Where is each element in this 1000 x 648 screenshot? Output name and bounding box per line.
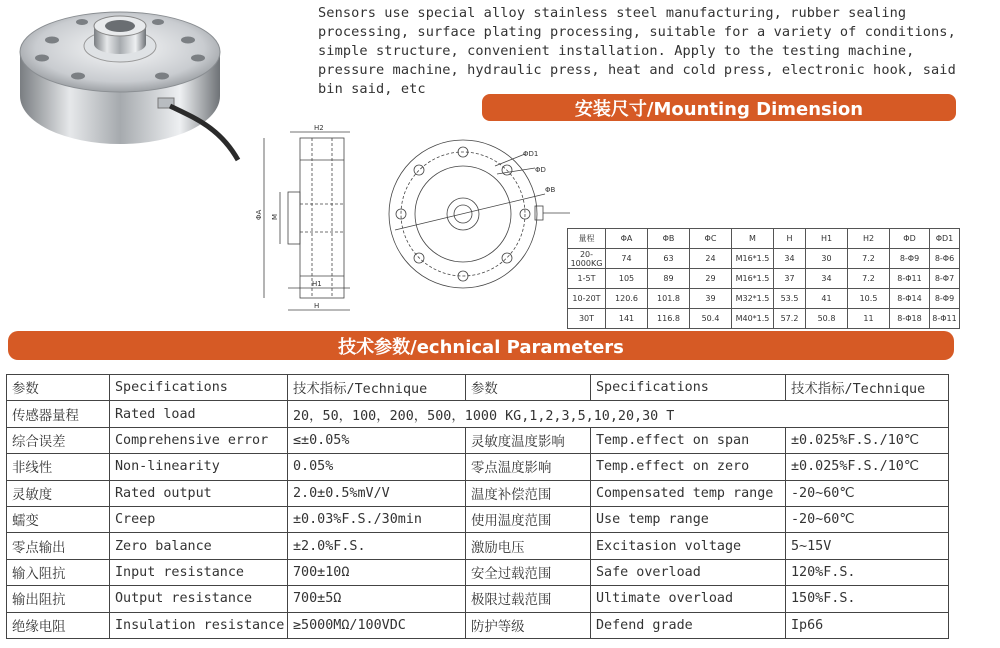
dim-header-cell: H2 bbox=[848, 229, 890, 249]
param-cell: Temp.effect on span bbox=[591, 427, 786, 453]
dim-cell: 8-Φ11 bbox=[930, 309, 960, 329]
param-cell: 零点输出 bbox=[7, 533, 110, 559]
dim-cell: 11 bbox=[848, 309, 890, 329]
param-cell: -20~60℃ bbox=[786, 506, 949, 532]
param-cell: Compensated temp range bbox=[591, 480, 786, 506]
param-cell: Comprehensive error bbox=[110, 427, 288, 453]
dim-header-cell: ΦD bbox=[890, 229, 930, 249]
dim-cell: 8-Φ14 bbox=[890, 289, 930, 309]
param-cell: 灵敏度 bbox=[7, 480, 110, 506]
dim-cell: 10-20T bbox=[568, 289, 606, 309]
dim-row bbox=[568, 309, 960, 329]
dim-header-cell: ΦA bbox=[606, 229, 648, 249]
param-cell: ±2.0%F.S. bbox=[288, 533, 466, 559]
param-cell: 综合误差 bbox=[7, 427, 110, 453]
param-row bbox=[7, 427, 949, 453]
param-row bbox=[7, 559, 949, 585]
dim-cell: 29 bbox=[690, 269, 732, 289]
dim-header-cell: ΦB bbox=[648, 229, 690, 249]
top-label-phi-d: ΦD bbox=[535, 166, 546, 174]
rated-load-value: 20，50，100，200，500，1000 KG,1,2,3,5,10,20,30 T bbox=[288, 401, 949, 427]
dim-cell: 8-Φ9 bbox=[890, 249, 930, 269]
dim-cell: 105 bbox=[606, 269, 648, 289]
dim-cell: 141 bbox=[606, 309, 648, 329]
dim-cell: 30T bbox=[568, 309, 606, 329]
description-line: Sensors use special alloy stainless steel manufacturing, rubber sealing bbox=[318, 5, 907, 21]
dim-cell: 41 bbox=[806, 289, 848, 309]
param-cell: 非线性 bbox=[7, 454, 110, 480]
dim-header-cell: ΦC bbox=[690, 229, 732, 249]
param-row bbox=[7, 454, 949, 480]
dim-cell: M16*1.5 bbox=[732, 269, 774, 289]
dim-cell: 101.8 bbox=[648, 289, 690, 309]
param-cell: ±0.025%F.S./10℃ bbox=[786, 427, 949, 453]
dim-cell: 39 bbox=[690, 289, 732, 309]
dim-cell: 7.2 bbox=[848, 269, 890, 289]
param-cell: ±0.03%F.S./30min bbox=[288, 506, 466, 532]
param-row bbox=[7, 612, 949, 638]
side-label-h: H bbox=[314, 302, 320, 310]
dim-cell: 53.5 bbox=[774, 289, 806, 309]
product-description bbox=[318, 4, 958, 99]
param-cell: Input resistance bbox=[110, 559, 288, 585]
param-cell: ±0.025%F.S./10℃ bbox=[786, 454, 949, 480]
param-cell: Use temp range bbox=[591, 506, 786, 532]
dim-cell: 34 bbox=[806, 269, 848, 289]
param-cell: Output resistance bbox=[110, 586, 288, 612]
dim-cell: 37 bbox=[774, 269, 806, 289]
dim-header-row bbox=[568, 229, 960, 249]
dim-cell: 120.6 bbox=[606, 289, 648, 309]
load-cell-photo bbox=[0, 0, 245, 165]
param-header-cell: 参数 bbox=[7, 375, 110, 401]
dim-cell: 10.5 bbox=[848, 289, 890, 309]
param-cell: 输入阻抗 bbox=[7, 559, 110, 585]
param-cell: Defend grade bbox=[591, 612, 786, 638]
dim-cell: 8-Φ6 bbox=[930, 249, 960, 269]
param-cell: Rated output bbox=[110, 480, 288, 506]
param-cell: Ultimate overload bbox=[591, 586, 786, 612]
dim-cell: 20-1000KG bbox=[568, 249, 606, 269]
side-label-m: M bbox=[271, 213, 279, 220]
rated-load-row bbox=[7, 401, 949, 427]
mounting-dimension-banner: 安装尺寸/Mounting Dimension bbox=[482, 94, 956, 121]
side-label-h2: H2 bbox=[314, 124, 324, 132]
param-cell: 120%F.S. bbox=[786, 559, 949, 585]
dim-cell: 57.2 bbox=[774, 309, 806, 329]
param-cell: 输出阻抗 bbox=[7, 586, 110, 612]
side-view-drawing bbox=[250, 120, 360, 320]
param-cell: 150%F.S. bbox=[786, 586, 949, 612]
param-row bbox=[7, 480, 949, 506]
param-cell: Temp.effect on zero bbox=[591, 454, 786, 480]
param-cell: 700±5Ω bbox=[288, 586, 466, 612]
param-row bbox=[7, 586, 949, 612]
dim-cell: 8-Φ18 bbox=[890, 309, 930, 329]
dim-cell: 24 bbox=[690, 249, 732, 269]
param-cell: 零点温度影响 bbox=[466, 454, 591, 480]
top-label-phi-b: ΦB bbox=[545, 186, 556, 194]
description-line: simple structure, convenient installation. Apply to the testing machine, bbox=[318, 43, 915, 59]
param-cell: 700±10Ω bbox=[288, 559, 466, 585]
dim-row bbox=[568, 289, 960, 309]
dim-header-cell: H bbox=[774, 229, 806, 249]
dim-cell: 34 bbox=[774, 249, 806, 269]
param-header-cell: 技术指标/Technique bbox=[288, 375, 466, 401]
top-label-phi-d1: ΦD1 bbox=[523, 150, 539, 158]
param-cell: Ip66 bbox=[786, 612, 949, 638]
param-cell: 2.0±0.5%mV/V bbox=[288, 480, 466, 506]
dim-cell: 116.8 bbox=[648, 309, 690, 329]
param-cell: Creep bbox=[110, 506, 288, 532]
dim-cell: M16*1.5 bbox=[732, 249, 774, 269]
param-cell: Excitasion voltage bbox=[591, 533, 786, 559]
param-cell: Safe overload bbox=[591, 559, 786, 585]
param-header-row bbox=[7, 375, 949, 401]
dim-cell: 30 bbox=[806, 249, 848, 269]
description-line: bin said, etc bbox=[318, 81, 426, 97]
param-cell: ≥5000MΩ/100VDC bbox=[288, 612, 466, 638]
param-header-cell: Specifications bbox=[591, 375, 786, 401]
param-cell: 传感器量程 bbox=[7, 401, 110, 427]
param-row bbox=[7, 533, 949, 559]
side-label-h1: H1 bbox=[312, 280, 322, 288]
param-cell: 防护等级 bbox=[466, 612, 591, 638]
dim-header-cell: H1 bbox=[806, 229, 848, 249]
dim-cell: 63 bbox=[648, 249, 690, 269]
dim-row bbox=[568, 249, 960, 269]
dim-cell: 7.2 bbox=[848, 249, 890, 269]
dim-cell: 74 bbox=[606, 249, 648, 269]
param-cell: 极限过载范围 bbox=[466, 586, 591, 612]
technical-parameters-banner: 技术参数/echnical Parameters bbox=[8, 331, 954, 360]
dim-cell: M32*1.5 bbox=[732, 289, 774, 309]
param-cell: Insulation resistance bbox=[110, 612, 288, 638]
dim-cell: 1-5T bbox=[568, 269, 606, 289]
dim-cell: 50.4 bbox=[690, 309, 732, 329]
dim-cell: 89 bbox=[648, 269, 690, 289]
dim-header-cell: 量程 bbox=[568, 229, 606, 249]
dim-cell: 50.8 bbox=[806, 309, 848, 329]
param-cell: 绝缘电阻 bbox=[7, 612, 110, 638]
dim-header-cell: ΦD1 bbox=[930, 229, 960, 249]
dim-header-cell: M bbox=[732, 229, 774, 249]
param-cell: 灵敏度温度影响 bbox=[466, 427, 591, 453]
param-cell: 蠕变 bbox=[7, 506, 110, 532]
dimension-table bbox=[567, 228, 960, 329]
description-line: pressure machine, hydraulic press, heat and cold press, electronic hook, said bbox=[318, 62, 956, 78]
description-line: processing, surface plating processing, suitable for a variety of conditions, bbox=[318, 24, 956, 40]
dim-cell: 8-Φ11 bbox=[890, 269, 930, 289]
top-view-drawing bbox=[385, 130, 575, 300]
param-cell: Non-linearity bbox=[110, 454, 288, 480]
parameters-table bbox=[6, 374, 949, 639]
param-header-cell: 参数 bbox=[466, 375, 591, 401]
param-header-cell: 技术指标/Technique bbox=[786, 375, 949, 401]
param-cell: 安全过载范围 bbox=[466, 559, 591, 585]
param-cell: 使用温度范围 bbox=[466, 506, 591, 532]
param-cell: Zero balance bbox=[110, 533, 288, 559]
param-cell: 0.05% bbox=[288, 454, 466, 480]
param-cell: -20~60℃ bbox=[786, 480, 949, 506]
dim-cell: 8-Φ9 bbox=[930, 289, 960, 309]
param-cell: 温度补偿范围 bbox=[466, 480, 591, 506]
param-cell: 5~15V bbox=[786, 533, 949, 559]
param-cell: Rated load bbox=[110, 401, 288, 427]
param-row bbox=[7, 506, 949, 532]
side-label-phi-a: ΦA bbox=[255, 209, 263, 220]
dim-cell: 8-Φ7 bbox=[930, 269, 960, 289]
param-cell: ≤±0.05% bbox=[288, 427, 466, 453]
param-cell: 激励电压 bbox=[466, 533, 591, 559]
param-header-cell: Specifications bbox=[110, 375, 288, 401]
dim-cell: M40*1.5 bbox=[732, 309, 774, 329]
dim-row bbox=[568, 269, 960, 289]
